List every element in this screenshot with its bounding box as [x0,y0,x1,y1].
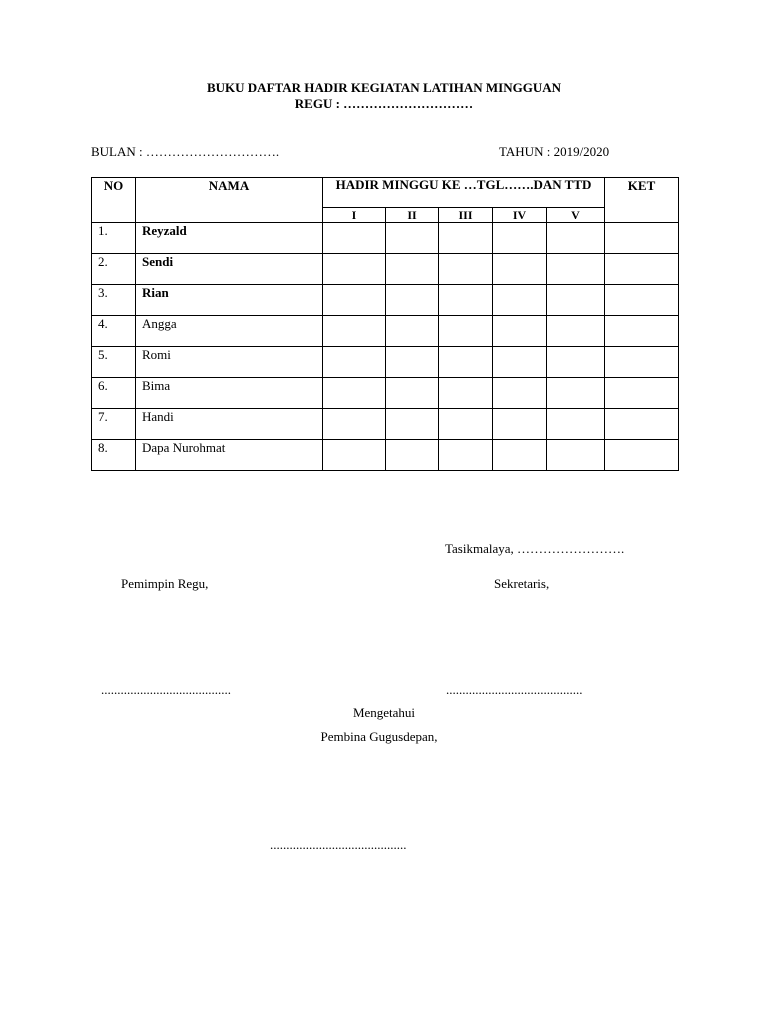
attendance-cell-week-3[interactable] [439,347,493,378]
member-name: Rian [136,285,323,316]
attendance-cell-week-4[interactable] [493,440,547,471]
attendance-cell-week-1[interactable] [323,347,386,378]
week-header-2: II [386,208,439,223]
header-nama: NAMA [136,178,323,223]
attendance-cell-week-4[interactable] [493,254,547,285]
row-number: 6. [92,378,136,409]
member-name: Dapa Nurohmat [136,440,323,471]
attendance-cell-week-4[interactable] [493,347,547,378]
ket-cell[interactable] [605,254,679,285]
attendance-cell-week-2[interactable] [386,285,439,316]
pembina-label: Pembina Gugusdepan, [320,729,438,744]
pembina-signature-line: .......................................... [270,837,407,852]
attendance-cell-week-3[interactable] [439,378,493,409]
row-number: 3. [92,285,136,316]
attendance-cell-week-3[interactable] [439,316,493,347]
attendance-cell-week-1[interactable] [323,285,386,316]
attendance-cell-week-4[interactable] [493,223,547,254]
attendance-cell-week-5[interactable] [547,440,605,471]
attendance-cell-week-3[interactable] [439,409,493,440]
attendance-cell-week-1[interactable] [323,378,386,409]
row-number: 4. [92,316,136,347]
row-number: 1. [92,223,136,254]
attendance-cell-week-2[interactable] [386,440,439,471]
attendance-cell-week-1[interactable] [323,316,386,347]
table-row [92,347,679,378]
week-header-3: III [439,208,493,223]
attendance-rows [92,223,679,471]
attendance-cell-week-5[interactable] [547,285,605,316]
attendance-cell-week-1[interactable] [323,409,386,440]
member-name: Angga [136,316,323,347]
table-row [92,254,679,285]
ket-cell[interactable] [605,409,679,440]
attendance-cell-week-4[interactable] [493,285,547,316]
attendance-cell-week-5[interactable] [547,409,605,440]
attendance-cell-week-2[interactable] [386,223,439,254]
attendance-cell-week-1[interactable] [323,440,386,471]
attendance-cell-week-5[interactable] [547,378,605,409]
document-title: BUKU DAFTAR HADIR KEGIATAN LATIHAN MINGGUAN [206,80,562,95]
header-no: NO [92,178,136,223]
pemimpin-signature-line: ........................................ [101,682,231,697]
regu-line: REGU : ………………………… [294,96,474,111]
table-row [92,285,679,316]
member-name: Bima [136,378,323,409]
member-name: Reyzald [136,223,323,254]
header-ket: KET [605,178,679,223]
attendance-cell-week-4[interactable] [493,378,547,409]
week-header-1: I [323,208,386,223]
place-date: Tasikmalaya, ……………………. [445,541,625,556]
attendance-cell-week-5[interactable] [547,254,605,285]
pemimpin-regu-label: Pemimpin Regu, [121,576,209,591]
mengetahui-label: Mengetahui [352,705,416,720]
attendance-cell-week-2[interactable] [386,254,439,285]
row-number: 7. [92,409,136,440]
table-row [92,378,679,409]
ket-cell[interactable] [605,285,679,316]
member-name: Sendi [136,254,323,285]
header-hadir: HADIR MINGGU KE …TGL…….DAN TTD [323,178,605,208]
row-number: 2. [92,254,136,285]
row-number: 8. [92,440,136,471]
attendance-cell-week-3[interactable] [439,254,493,285]
sekretaris-signature-line: .......................................... [446,682,583,697]
attendance-cell-week-3[interactable] [439,285,493,316]
week-header-5: V [547,208,605,223]
attendance-cell-week-2[interactable] [386,378,439,409]
attendance-cell-week-2[interactable] [386,409,439,440]
ket-cell[interactable] [605,223,679,254]
bulan-field: BULAN : …………………………. [91,144,280,159]
table-row [92,223,679,254]
ket-cell[interactable] [605,316,679,347]
table-row [92,440,679,471]
row-number: 5. [92,347,136,378]
attendance-cell-week-1[interactable] [323,223,386,254]
attendance-cell-week-2[interactable] [386,347,439,378]
attendance-cell-week-3[interactable] [439,440,493,471]
member-name: Romi [136,347,323,378]
attendance-cell-week-2[interactable] [386,316,439,347]
attendance-cell-week-5[interactable] [547,347,605,378]
attendance-cell-week-1[interactable] [323,254,386,285]
week-header-4: IV [493,208,547,223]
ket-cell[interactable] [605,378,679,409]
attendance-cell-week-3[interactable] [439,223,493,254]
attendance-cell-week-4[interactable] [493,409,547,440]
ket-cell[interactable] [605,440,679,471]
attendance-cell-week-5[interactable] [547,316,605,347]
table-row [92,409,679,440]
tahun-field: TAHUN : 2019/2020 [499,144,610,159]
attendance-cell-week-4[interactable] [493,316,547,347]
attendance-table [91,177,679,471]
member-name: Handi [136,409,323,440]
ket-cell[interactable] [605,347,679,378]
sekretaris-label: Sekretaris, [494,576,550,591]
table-row [92,316,679,347]
attendance-cell-week-5[interactable] [547,223,605,254]
